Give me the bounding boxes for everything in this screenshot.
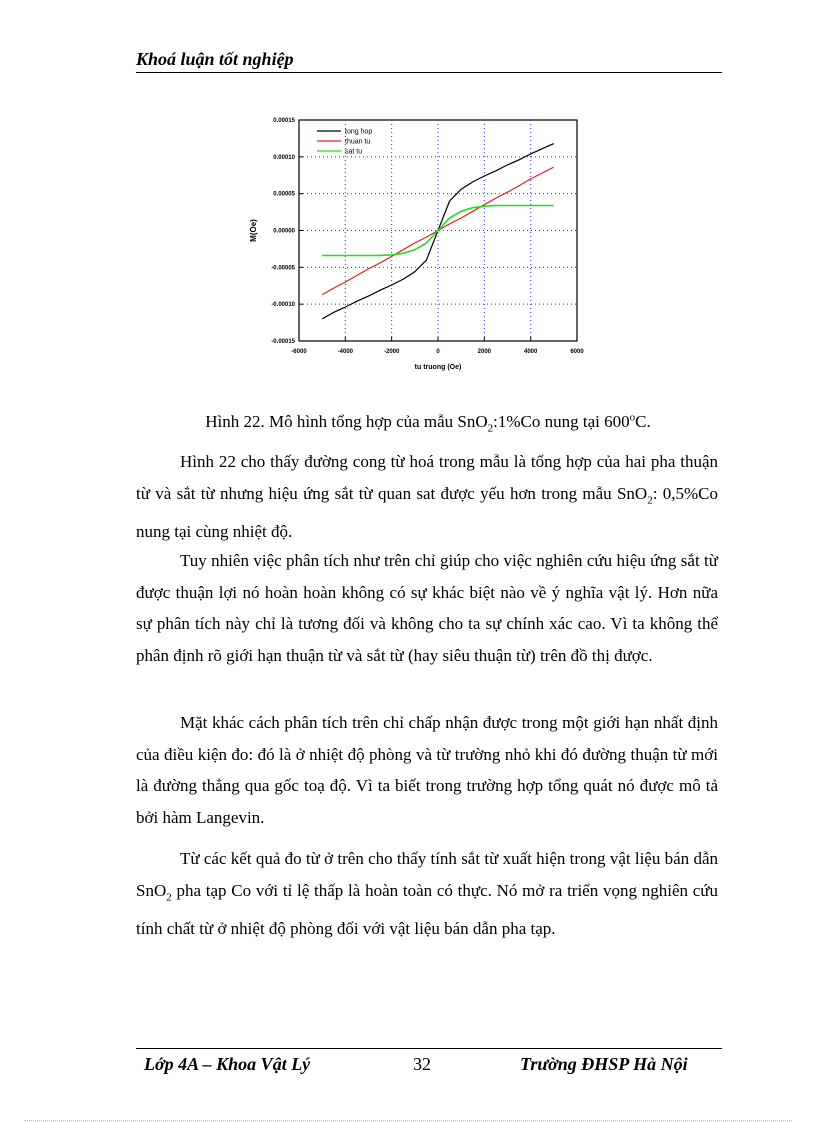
footer-university: Trường ĐHSP Hà Nội bbox=[520, 1054, 688, 1074]
caption-mid: :1%Co nung tại 600 bbox=[493, 411, 630, 431]
y-tick-label: 0.00015 bbox=[273, 118, 295, 124]
footer-class-department: Lớp 4A – Khoa Vật Lý bbox=[144, 1054, 311, 1074]
footer-rule bbox=[136, 1048, 722, 1049]
caption-end: C. bbox=[635, 411, 651, 431]
y-tick-label: 0.00000 bbox=[273, 228, 295, 235]
figure-caption bbox=[0, 411, 816, 434]
paragraph-1 bbox=[136, 446, 718, 548]
chart-svg bbox=[236, 110, 616, 380]
y-tick-label: 0.00005 bbox=[273, 191, 295, 198]
paragraph-4 bbox=[136, 843, 718, 945]
legend-label-sat-tu: sat tu bbox=[345, 148, 363, 156]
magnetization-chart bbox=[236, 110, 616, 380]
paragraph-3-text: Mặt khác cách phân tích trên chỉ chấp nhận được trong một giới hạn nhất định của điều kiện đo: đó là ở nhiệt độ phòng và từ trường nhỏ khi đó đường thuận từ mới là đường thẳng qua gốc toạ độ. Vì ta biết trong trường hợp tổng quát nó được mô tả bởi hàm Langevin. bbox=[136, 713, 718, 827]
legend-label-tong-hop: tong hop bbox=[345, 128, 373, 136]
x-tick-label: -2000 bbox=[383, 349, 400, 355]
x-axis-label: tu truong (Oe) bbox=[414, 364, 462, 371]
page-number: 32 bbox=[413, 1054, 431, 1074]
y-tick-label: -0.00005 bbox=[271, 265, 295, 272]
x-tick-label: -6000 bbox=[291, 349, 307, 355]
x-tick-label: -4000 bbox=[337, 349, 354, 355]
paragraph-1-text-b: : 0,5%Co nung tại cùng nhiệt độ. bbox=[136, 483, 718, 542]
paragraph-1-subscript: 2 bbox=[647, 493, 653, 506]
y-tick-label: -0.00015 bbox=[271, 339, 295, 345]
paragraph-4-text-b: pha tạp Co với tỉ lệ thấp là hoàn toàn có thực. Nó mở ra triển vọng nghiên cứu tính chất từ ở nhiệt độ phòng đối với vật liệu bán dẫn pha tạp. bbox=[136, 880, 718, 939]
x-tick-label: 4000 bbox=[523, 349, 538, 355]
paragraph-2-text: Tuy nhiên việc phân tích như trên chỉ giúp cho việc nghiên cứu hiệu ứng sắt từ được thuận lợi nó hoàn hoàn không có sự khác biệt nào về ý nghĩa vật lý. Hơn nữa sự phân tích này chỉ là tương đối và không cho ta sự chính xác cao. Vì ta không thể phân định rõ giới hạn thuận từ và sắt từ (hay siêu thuận từ) trên đồ thị được. bbox=[136, 551, 718, 665]
running-header-title: Khoá luận tốt nghiệp bbox=[136, 49, 294, 69]
paragraph-3 bbox=[136, 707, 718, 833]
x-tick-label: 6000 bbox=[570, 349, 584, 355]
paragraph-2 bbox=[136, 545, 718, 671]
paragraph-1-text-a: Hình 22 cho thấy đường cong từ hoá trong mẫu là tổng hợp của hai pha thuận từ và sắt từ nhưng hiệu ứng sắt từ quan sat được yếu hơn trong mẫu SnO bbox=[136, 452, 718, 503]
caption-subscript: 2 bbox=[487, 422, 494, 435]
caption-prefix: Hình 22. Mô hình tổng hợp của mẫu SnO bbox=[205, 411, 488, 431]
y-axis-label: M(Oe) bbox=[249, 219, 258, 242]
legend-label-thuan-tu: thuan tu bbox=[345, 138, 371, 146]
paragraph-4-text-a: Từ các kết quả đo từ ở trên cho thấy tính sắt từ xuất hiện trong vật liệu bán dẫn SnO bbox=[136, 849, 718, 900]
header-rule bbox=[136, 72, 722, 73]
paragraph-4-subscript: 2 bbox=[166, 890, 172, 903]
caption-degree: o bbox=[629, 411, 636, 423]
x-tick-label: 0 bbox=[436, 349, 440, 355]
y-tick-label: 0.00010 bbox=[273, 154, 295, 161]
page-edge-divider bbox=[24, 1120, 792, 1121]
x-tick-label: 2000 bbox=[477, 349, 492, 355]
y-tick-label: -0.00010 bbox=[271, 302, 295, 309]
